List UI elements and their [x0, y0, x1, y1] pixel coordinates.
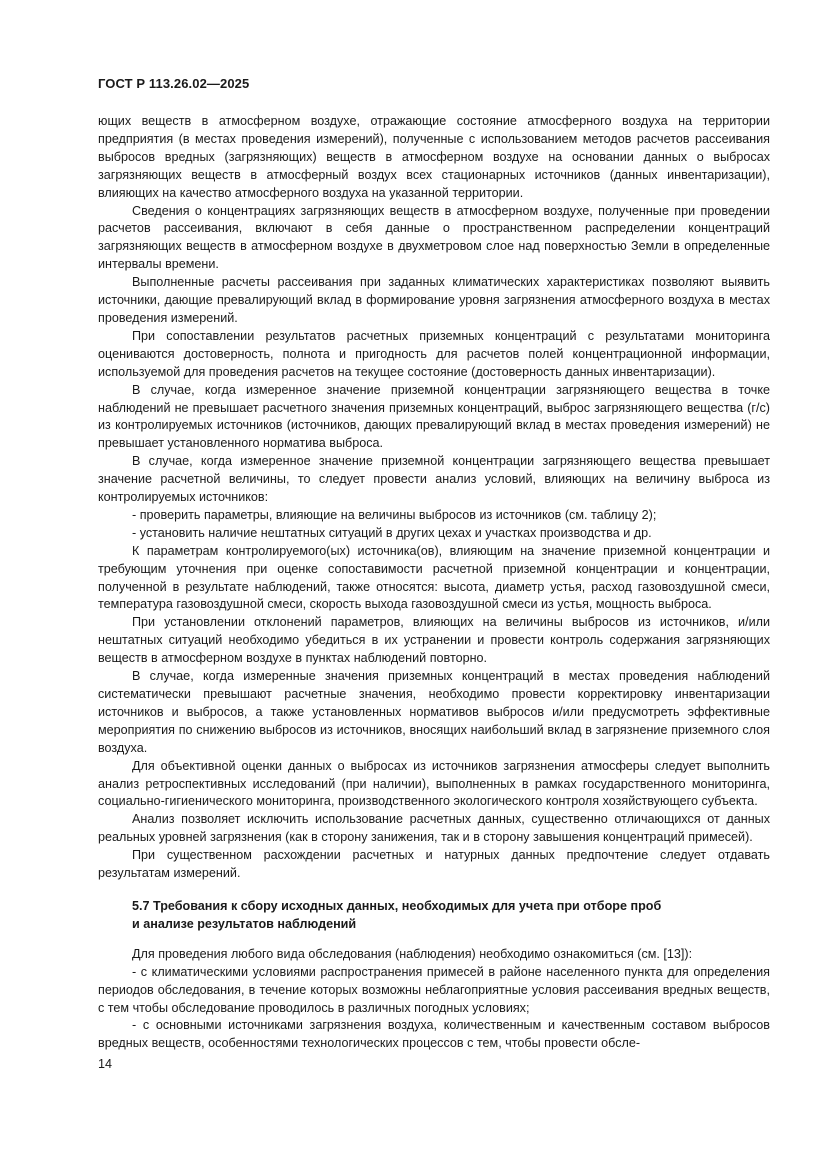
- paragraph: В случае, когда измеренное значение приземной концентрации загрязняющего вещества в точке наблюдений не превышает расчетного значения приземных концентраций, выброс загрязняющего вещества (г/с) из контролируемых источников (источников, дающих превалирующий вклад в местах проведения измерений) не превышает установленного норматива выброса.: [98, 382, 770, 451]
- list-item: - проверить параметры, влияющие на величины выбросов из источников (см. таблицу 2);: [132, 507, 657, 522]
- paragraph: Для объективной оценки данных о выбросах из источников загрязнения атмосферы следует выполнить анализ ретроспективных исследований (при наличии), выполненных в рамках государственного мониторинга, социально-гигиенического мониторинга, производственного экологического контроля хозяйствующего субъекта.: [98, 758, 770, 809]
- paragraph: При сопоставлении результатов расчетных приземных концентраций с результатами мониторинга оцениваются достоверность, полнота и пригодность для расчетов полей концентрационной информации, используемой для проведения расчетов на текущее состояние (достоверность данных инвентаризации).: [98, 328, 770, 379]
- paragraph: Анализ позволяет исключить использование расчетных данных, существенно отличающихся от данных реальных уровней загрязнения (как в сторону занижения, так и в сторону завышения концентраций примесей).: [98, 812, 770, 845]
- paragraph: В случае, когда измеренное значение приземной концентрации загрязняющего вещества превышает значение расчетной величины, то следует провести анализ условий, влияющих на величину выброса из контролируемых источников:: [98, 454, 770, 505]
- page-number: 14: [98, 1057, 113, 1071]
- section-heading-line2: и анализе результатов наблюдений: [132, 916, 357, 931]
- section-heading: [98, 898, 770, 934]
- paragraph: Сведения о концентрациях загрязняющих веществ в атмосферном воздухе, полученные при проведении расчетов рассеивания, включают в себя данные о пространственном распределении концентраций загрязняющих веществ в атмосферном воздухе в двухметровом слое над поверхностью Земли в определенные интервалы времени.: [98, 203, 770, 272]
- paragraph: К параметрам контролируемого(ых) источника(ов), влияющим на значение приземной концентрации и требующим уточнения при оценке сопоставимости расчетной приземной концентрации и концентрации, полученной в результате наблюдений, также относятся: высота, диаметр устья, расход газовоздушной смеси, температура газовоздушной смеси, скорость выхода газовоздушной смеси из устья, мощность выброса.: [98, 543, 770, 612]
- document-body: [98, 113, 770, 1053]
- list-item: - установить наличие нештатных ситуаций в других цехах и участках производства и др.: [132, 525, 652, 540]
- paragraph: Для проведения любого вида обследования (наблюдения) необходимо ознакомиться (см. [13]):: [132, 946, 693, 961]
- list-item: - с климатическими условиями распространения примесей в районе населенного пункта для определения периодов обследования, в течение которых возможны неблагоприятные условия рассеивания вредных веществ, с тем чтобы обследование проводилось в различных погодных условиях;: [98, 964, 770, 1015]
- section-heading-line1: 5.7 Требования к сбору исходных данных, необходимых для учета при отборе проб: [132, 898, 662, 913]
- list-item: - с основными источниками загрязнения воздуха, количественным и качественным составом выбросов вредных веществ, особенностями технологических процессов с тем, чтобы провести обсле-: [98, 1018, 770, 1051]
- paragraph: При установлении отклонений параметров, влияющих на величины выбросов из источников, и/или нештатных ситуаций необходимо убедиться в их устранении и провести контроль содержания загрязняющих веществ в атмосферном воздухе в пунктах наблюдений повторно.: [98, 615, 770, 666]
- paragraph: Выполненные расчеты рассеивания при заданных климатических характеристиках позволяют выявить источники, дающие превалирующий вклад в формирование уровня загрязнения атмосферного воздуха в местах проведения измерений.: [98, 275, 770, 325]
- paragraph: ющих веществ в атмосферном воздухе, отражающие состояние атмосферного воздуха на территории предприятия (в местах проведения измерений), полученные с использованием методов расчетов рассеивания выбросов вредных (загрязняющих) веществ в атмосферном воздухе на основании данных о выбросах загрязняющих веществ в атмосферный воздух всех стационарных источников (данных инвентаризации), влияющих на качество атмосферного воздуха на указанной территории.: [98, 114, 770, 200]
- paragraph: В случае, когда измеренные значения приземных концентраций в местах проведения наблюдений систематически превышают расчетные значения, необходимо провести корректировку инвентаризации источников и выбросов, а также установленных нормативов выбросов и/или предусмотреть эффективные мероприятия по снижению выбросов из источников, вносящих наибольший вклад в загрязнение приземного слоя воздуха.: [98, 669, 770, 755]
- document-header: ГОСТ Р 113.26.02—2025: [98, 76, 250, 91]
- paragraph: При существенном расхождении расчетных и натурных данных предпочтение следует отдавать результатам измерений.: [98, 848, 770, 881]
